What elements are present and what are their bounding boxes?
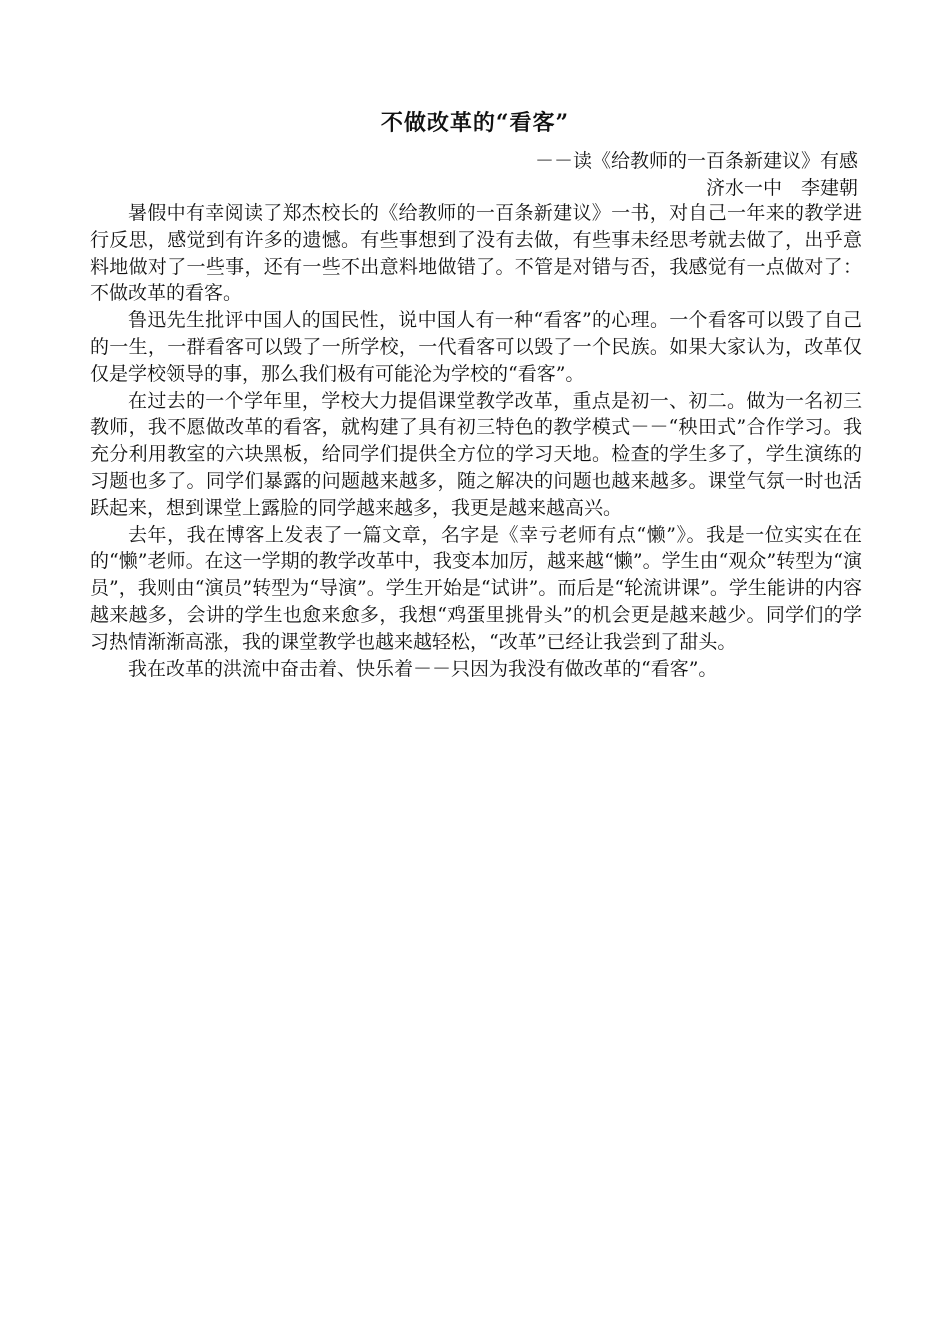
article-body xyxy=(90,200,862,682)
paragraph: 暑假中有幸阅读了郑杰校长的《给教师的一百条新建议》一书，对自己一年来的教学进行反思，感觉到有许多的遗憾。有些事想到了没有去做，有些事未经思考就去做了，出乎意料地做对了一些事，还有一些不出意料地做错了。不管是对错与否，我感觉有一点做对了：不做改革的看客。 xyxy=(90,202,862,305)
paragraph: 去年，我在博客上发表了一篇文章，名字是《幸亏老师有点“懒”》。我是一位实实在在的“懒”老师。在这一学期的教学改革中，我变本加厉，越来越“懒”。学生由“观众”转型为“演员”，我则由“演员”转型为“导演”。学生开始是“试讲”。而后是“轮流讲课”。学生能讲的内容越来越多，会讲的学生也愈来愈多，我想“鸡蛋里挑骨头”的机会更是越来越少。同学们的学习热情渐渐高涨，我的课堂教学也越来越轻松，“改革”已经让我尝到了甜头。 xyxy=(90,523,862,653)
author-line: 济水一中 李建朝 xyxy=(705,177,858,199)
paragraph: 鲁迅先生批评中国人的国民性，说中国人有一种“看客”的心理。一个看客可以毁了自己的一生，一群看客可以毁了一所学校，一代看客可以毁了一个民族。如果大家认为，改革仅仅是学校领导的事，那么我们极有可能沦为学校的“看客”。 xyxy=(90,309,862,385)
paragraph: 我在改革的洪流中奋击着、快乐着－－只因为我没有做改革的“看客”。 xyxy=(128,657,718,680)
page-title: 不做改革的“看客” xyxy=(380,110,570,136)
page-subtitle: －－读《给教师的一百条新建议》有感 xyxy=(534,150,858,172)
paragraph: 在过去的一个学年里，学校大力提倡课堂教学改革，重点是初一、初二。做为一名初三教师，我不愿做改革的看客，就构建了具有初三特色的教学模式－－“秧田式”合作学习。我充分利用教室的六块黑板，给同学们提供全方位的学习天地。检查的学生多了，学生演练的习题也多了。同学们暴露的问题越来越多，随之解决的问题也越来越多。课堂气氛一时也活跃起来，想到课堂上露脸的同学越来越多，我更是越来越高兴。 xyxy=(90,389,862,519)
